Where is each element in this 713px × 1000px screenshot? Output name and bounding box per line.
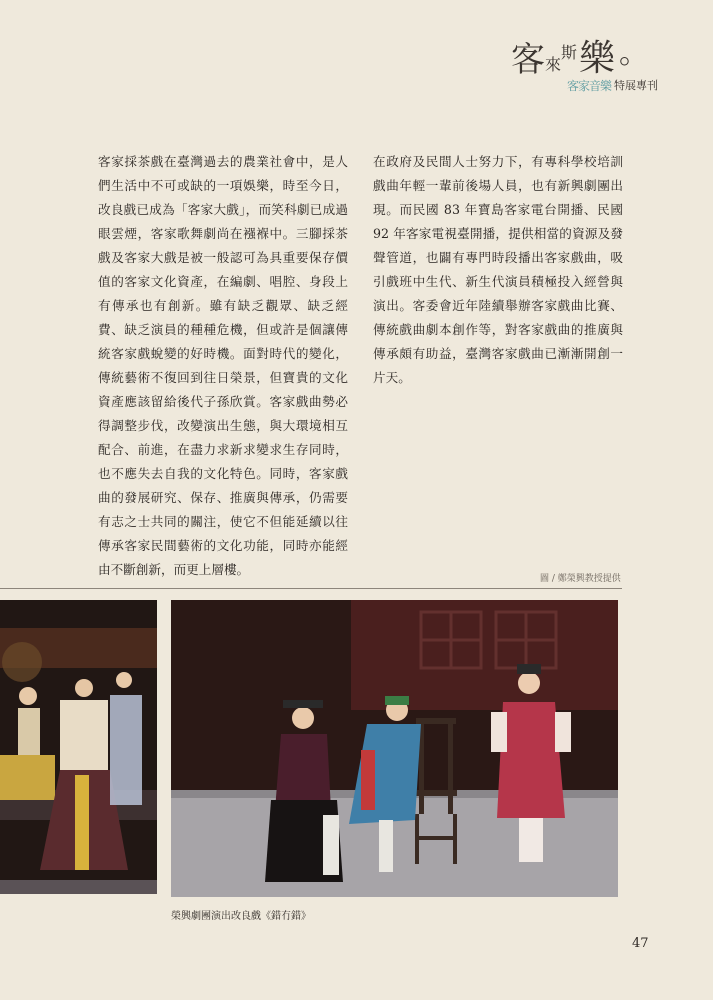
stage-photo-left: [0, 600, 157, 894]
stage-photo-right-art: [171, 600, 618, 897]
photo-credit: 圖 / 鄭榮興教授提供: [540, 574, 621, 584]
masthead-subtitle-accent: 客家音樂: [567, 78, 612, 93]
masthead-char-3: 斯: [561, 43, 578, 62]
masthead-char-4: 樂: [579, 38, 616, 79]
stage-photo-right: [171, 600, 618, 897]
masthead-subtitle-text: 特展專刊: [614, 79, 659, 92]
article-column-right: 在政府及民間人士努力下，有專科學校培訓戲曲年輕一輩前後場人員，也有新興劇團出現。而民國 83 年寶島客家電台開播、民國 92 年客家電視臺開播，提供相當的資源及發聲管道，也闢有專門時段播出客家戲曲，吸引戲班中生代、新生代演員積極投入經營與演出。客委會近年陸續舉辦客家戲曲比賽、傳統戲曲劇本創作等，對客家戲曲的推廣與傳承頗有助益，臺灣客家戲曲已漸漸開創一片天。: [373, 154, 623, 385]
stage-photo-left-art: [0, 600, 157, 894]
masthead-dot: 。: [619, 36, 649, 71]
masthead-char-2: 來: [545, 55, 562, 74]
page-number: 47: [632, 936, 649, 951]
article-column-left: 客家採茶戲在臺灣過去的農業社會中，是人們生活中不可或缺的一項娛樂，時至今日，改良戲已成為「客家大戲」，而笑科劇已成過眼雲煙，客家歌舞劇尚在襁褓中。三腳採茶戲及客家大戲是被一般認可為具重要保存價值的客家文化資產，在編劇、唱腔、身段上有傳承也有創新。雖有缺乏觀眾、缺乏經費、缺乏演員的種種危機，但或許是個讓傳統客家戲蛻變的好時機。面對時代的變化，傳統藝術不復回到往日榮景，但寶貴的文化資產應該留給後代子孫欣賞。客家戲曲勢必得調整步伐，改變演出生態，與大環境相互配合、前進，在盡力求新求變求生存同時，也不應失去自我的文化特色。同時，客家戲曲的發展研究、保存、推廣與傳承，仍需要有志之士共同的關注，使它不但能延續以往傳承客家民間藝術的文化功能，同時亦能經由不斷創新，而更上層樓。: [98, 154, 348, 577]
masthead-char-1: 客: [511, 40, 546, 80]
masthead-subtitle: [567, 76, 658, 94]
photo-caption: 榮興劇團演出改良戲《錯冇錯》: [171, 911, 311, 922]
divider-rule: [0, 588, 622, 589]
masthead-logo: [505, 26, 705, 96]
